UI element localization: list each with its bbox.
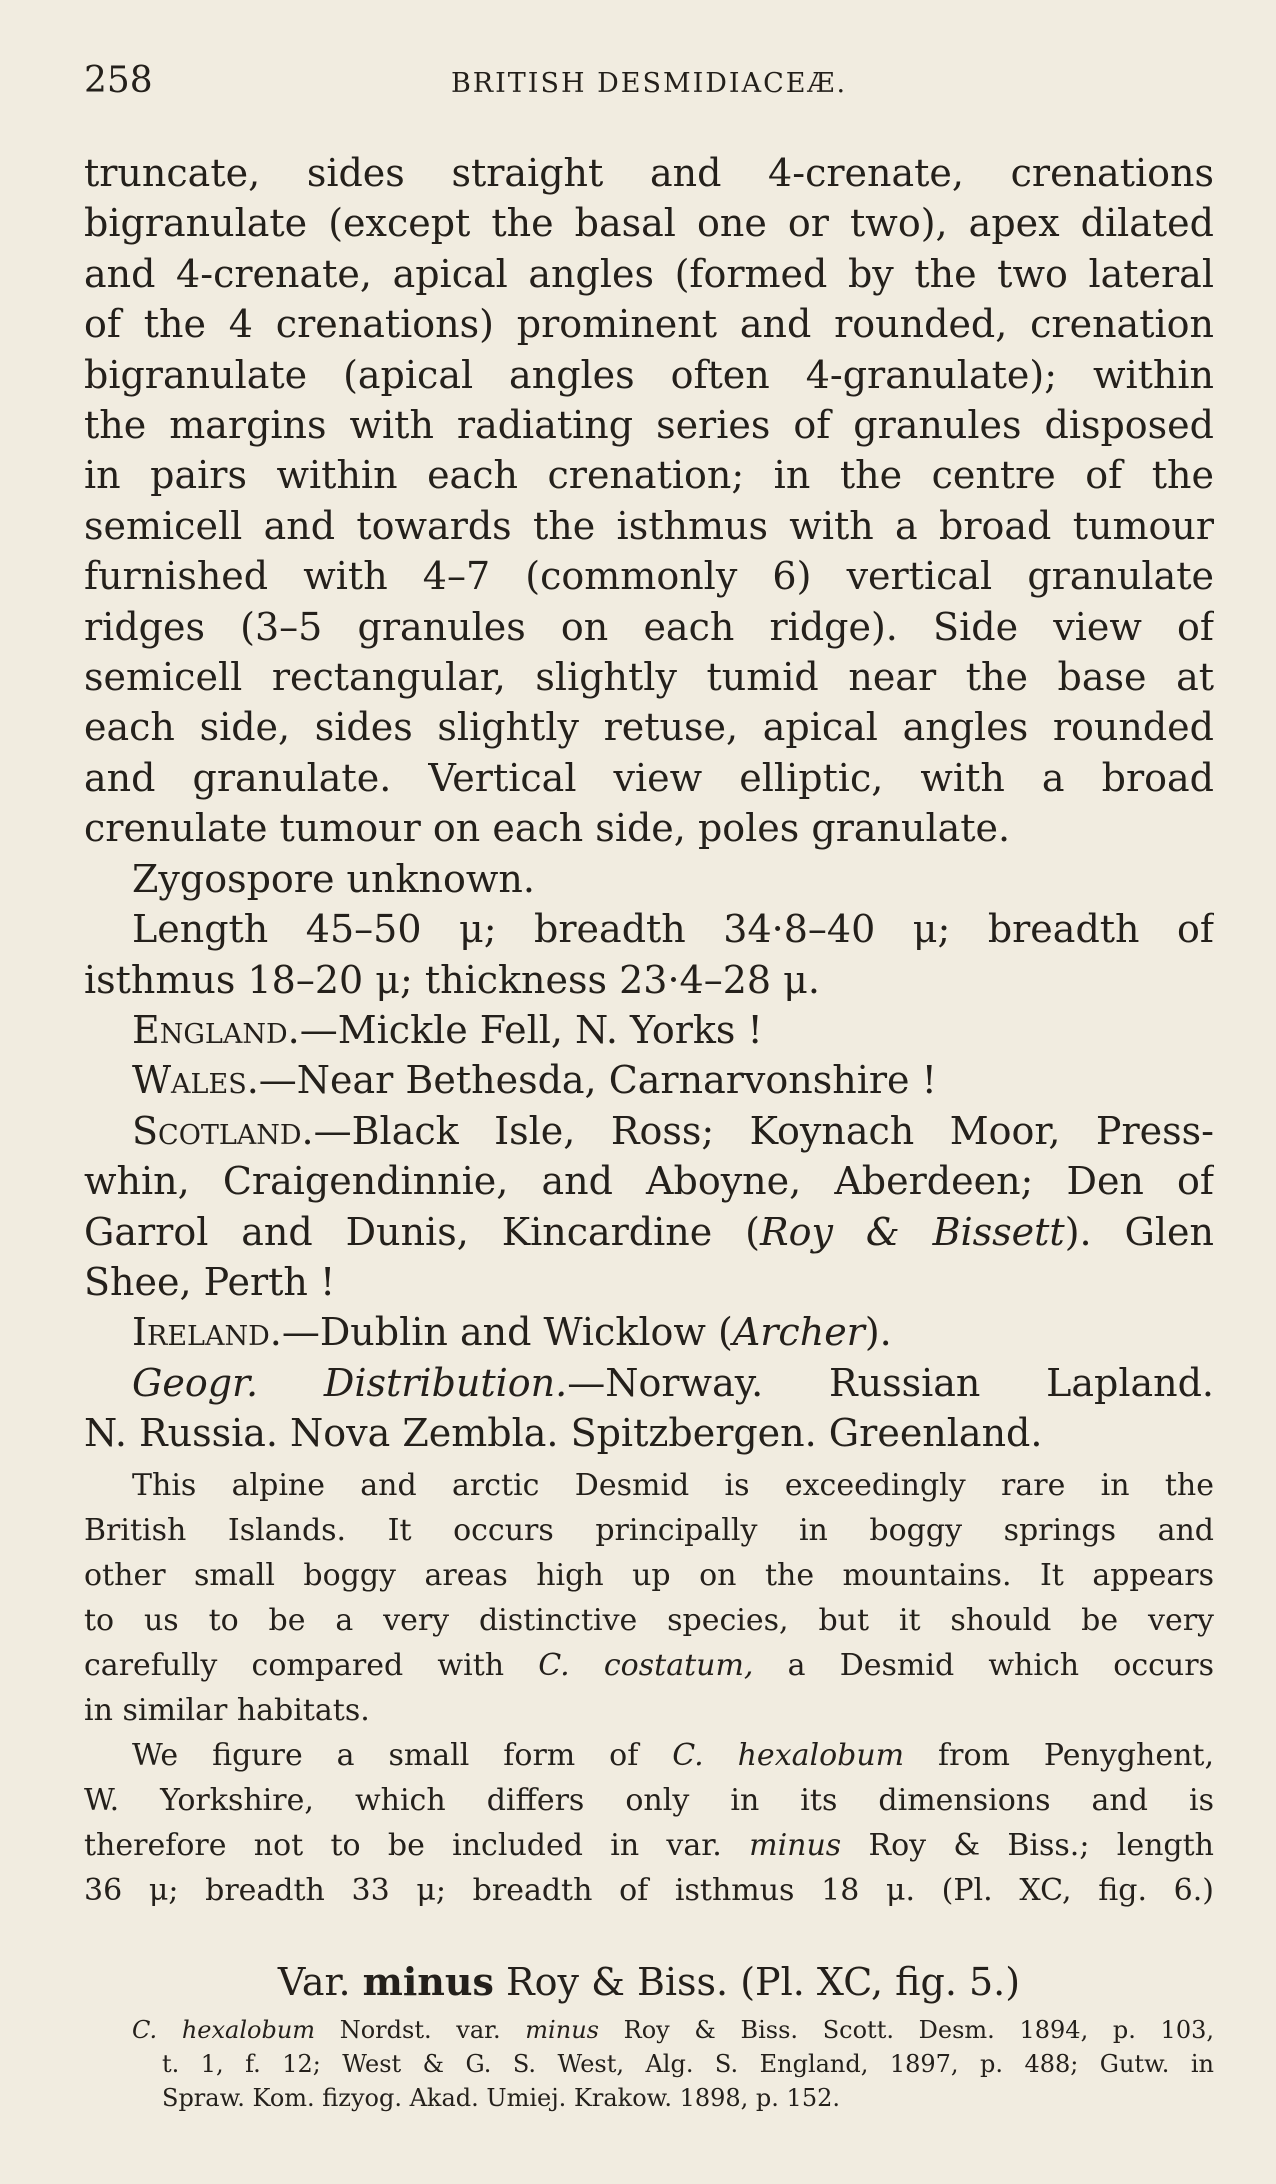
text-line: ridges (3–5 granules on each ridge). Side view of <box>84 604 1214 649</box>
text-line: bigranulate (except the basal one or two), apex dilated <box>84 201 1214 246</box>
note-text: therefore not to be included in var. <box>84 1827 750 1863</box>
region-label: Wales. <box>132 1058 259 1103</box>
locality-text: ). <box>864 1310 892 1355</box>
text-line: and granulate. Vertical view elliptic, with a broad <box>84 755 1214 800</box>
note-line <box>84 1643 1214 1688</box>
locality-ireland <box>84 1307 1214 1357</box>
text-line: truncate, sides straight and 4-crenate, crenations <box>84 151 1214 195</box>
locality-text: Garrol and Dunis, Kincardine ( <box>84 1209 760 1254</box>
text-line: furnished with 4–7 (commonly 6) vertical granulate <box>84 554 1214 599</box>
collector-names: Roy & Bissett <box>759 1209 1065 1254</box>
synonymy-line <box>84 2013 1214 2047</box>
text-line: of the 4 crenations) prominent and rounded, crenation <box>84 302 1214 347</box>
variety-title <box>84 1957 1214 2007</box>
variety-heading <box>84 1957 1214 2007</box>
note-line: to us to be a very distinctive species, but it should be very <box>84 1602 1214 1638</box>
variety-name: minus <box>525 2015 599 2044</box>
running-title: BRITISH DESMIDIACEÆ. <box>450 68 848 99</box>
note-line <box>84 1733 1214 1778</box>
note-line: 36 μ; breadth 33 μ; breadth of isthmus 18 μ. (Pl. XC, fig. 6.) <box>84 1872 1214 1908</box>
note-text: from Penyghent, <box>904 1737 1214 1773</box>
locality-wales <box>84 1055 1214 1105</box>
note-line: British Islands. It occurs principally in boggy springs and <box>84 1512 1214 1548</box>
book-page <box>84 48 1214 2112</box>
text-line: each side, sides slightly retuse, apical angles rounded <box>84 705 1214 750</box>
species-name: C. hexalobum <box>132 2015 316 2044</box>
page-body <box>84 148 1214 2115</box>
locality-text: —Near Bethesda, Carnarvonshire ! <box>258 1058 937 1103</box>
synonymy-line: t. 1, f. 12; West & G. S. West, Alg. S. England, 1897, p. 488; Gutw. in <box>162 2049 1214 2078</box>
note-line: W. Yorkshire, which differs only in its dimensions and is <box>84 1782 1214 1818</box>
locality-england <box>84 1005 1214 1055</box>
locality-text: —Mickle Fell, N. Yorks ! <box>299 1007 763 1052</box>
region-label: Scotland. <box>132 1108 314 1153</box>
note-line: in similar habitats. <box>84 1692 370 1728</box>
text-line: the margins with radiating series of granules disposed <box>84 403 1214 448</box>
note-line: other small boggy areas high up on the mountains. It appears <box>84 1557 1214 1593</box>
locality-text: —Black Isle, Ross; Koynach Moor, Press- <box>313 1108 1214 1153</box>
note-text: carefully compared with <box>84 1647 539 1683</box>
page-header <box>84 48 1214 110</box>
collector-name: Archer <box>732 1310 865 1355</box>
locality-text: ). Glen <box>1064 1209 1214 1254</box>
note-paragraph <box>84 1463 1214 1913</box>
locality-text: Shee, Perth ! <box>84 1259 336 1304</box>
dimensions-line: isthmus 18–20 μ; thickness 23·4–28 μ. <box>84 957 820 1002</box>
species-name: C. costatum, <box>538 1647 754 1683</box>
geographic-distribution <box>84 1358 1214 1408</box>
synonymy <box>84 2013 1214 2115</box>
note-text: Roy & Biss.; length <box>841 1827 1214 1863</box>
locality-text-line <box>84 1207 1214 1257</box>
distribution-text: —Norway. Russian Lapland. <box>567 1360 1214 1405</box>
note-text: a Desmid which occurs <box>753 1647 1214 1683</box>
variety-suffix: Roy & Biss. (Pl. XC, fig. 5.) <box>493 1959 1021 2004</box>
locality-scotland <box>84 1106 1214 1156</box>
dimensions-line: Length 45–50 μ; breadth 34·8–40 μ; breadth of <box>132 907 1214 952</box>
text-line: bigranulate (apical angles often 4-granulate); within <box>84 352 1214 397</box>
note-text: We figure a small form of <box>132 1737 673 1773</box>
text-line: in pairs within each crenation; in the centre of the <box>84 453 1214 498</box>
region-label: England. <box>132 1007 300 1052</box>
distribution-label: Geogr. Distribution. <box>132 1360 568 1405</box>
text-line: semicell and towards the isthmus with a broad tumour <box>84 503 1214 548</box>
note-line: This alpine and arctic Desmid is exceedingly rare in the <box>132 1467 1214 1503</box>
description-paragraph <box>84 148 1214 1459</box>
synonymy-line: Spraw. Kom. fizyog. Akad. Umiej. Krakow. 1898, p. 152. <box>162 2083 840 2112</box>
variety-prefix: Var. <box>277 1959 363 2004</box>
variety-name: minus <box>749 1827 842 1863</box>
text-line: semicell rectangular, slightly tumid near the base at <box>84 655 1214 700</box>
note-line <box>84 1823 1214 1868</box>
locality-text: whin, Craigendinnie, and Aboyne, Aberdeen; Den of <box>84 1159 1214 1204</box>
distribution-text: N. Russia. Nova Zembla. Spitzbergen. Greenland. <box>84 1411 1043 1456</box>
zygospore-line: Zygospore unknown. <box>132 856 535 901</box>
text-line: crenulate tumour on each side, poles granulate. <box>84 806 1011 851</box>
region-label: Ireland. <box>132 1310 282 1355</box>
text-line: and 4-crenate, apical angles (formed by the two lateral <box>84 251 1214 296</box>
variety-name: minus <box>362 1958 494 2004</box>
citation-text: Roy & Biss. Scott. Desm. 1894, p. 103, <box>598 2015 1214 2044</box>
page-number: 258 <box>84 60 153 101</box>
species-name: C. hexalobum <box>672 1737 905 1773</box>
citation-text: Nordst. var. <box>315 2015 526 2044</box>
locality-text: —Dublin and Wicklow ( <box>281 1310 733 1355</box>
